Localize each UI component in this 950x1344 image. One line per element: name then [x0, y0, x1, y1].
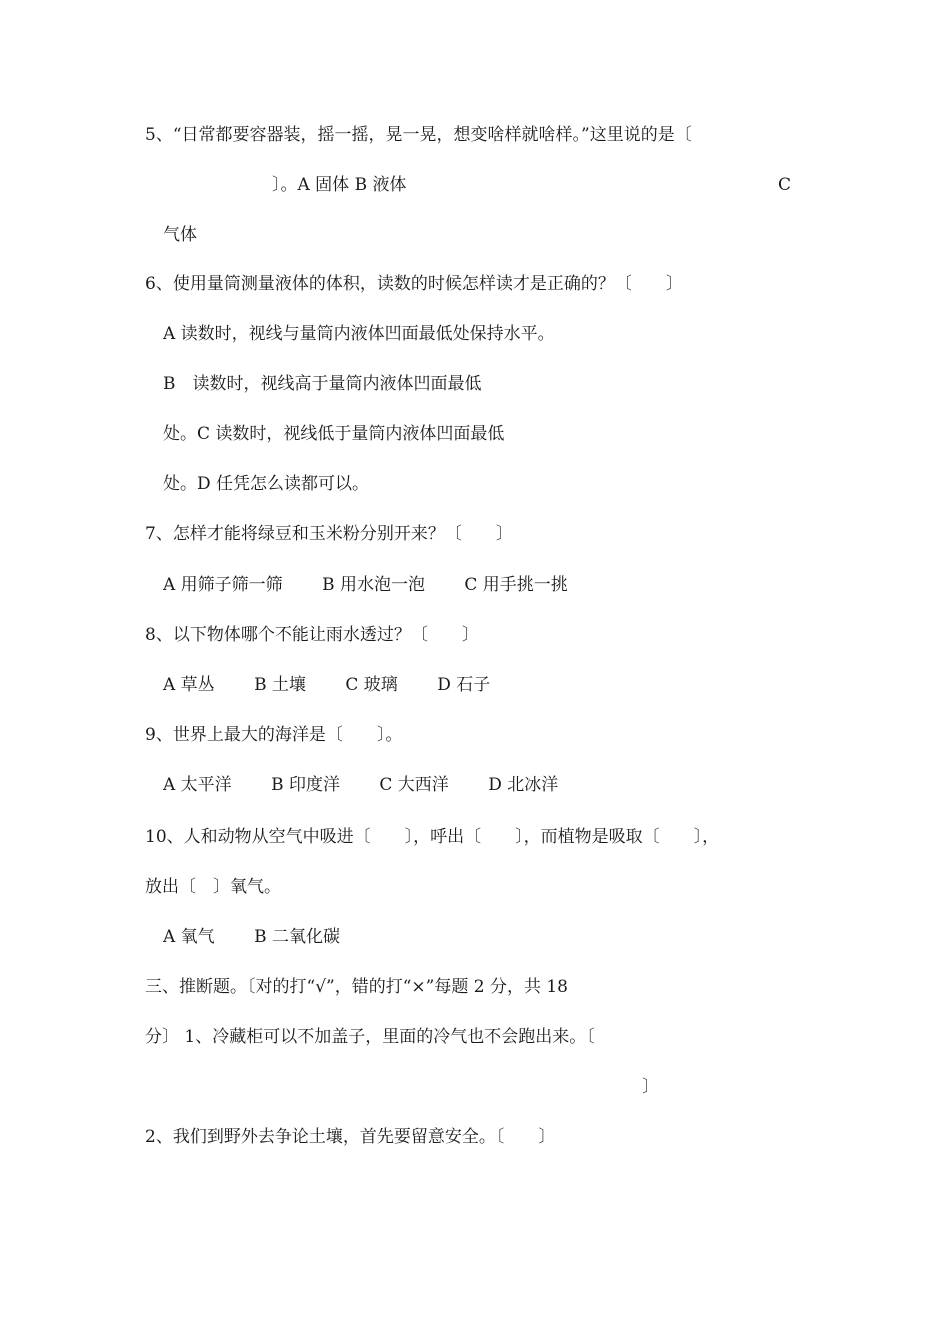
section3-heading: 三、推断题。〔对的打“√”，错的打“×”每题 2 分，共 18: [145, 977, 568, 997]
section3-item1: 分〕 1、冷藏柜可以不加盖子，里面的冷气也不会跑出来。〔: [145, 1027, 595, 1047]
section3-item2: 2、我们到野外去争论土壤，首先要留意安全。〔 〕: [145, 1127, 556, 1147]
q6-option-a: A 读数时，视线与量筒内液体凹面最低处保持水平。: [163, 324, 555, 344]
q8-stem: 8、以下物体哪个不能让雨水透过？〔 〕: [145, 625, 479, 645]
q10-stem-line1: 10、人和动物从空气中吸进〔 〕，呼出〔 〕，而植物是吸取〔 〕，: [145, 827, 720, 847]
q5-line3: 气体: [163, 225, 197, 245]
q5-line1: 5、“日常都要容器装，摇一摇，晃一晃，想变啥样就啥样。”这里说的是〔: [145, 125, 692, 145]
q8-options: A 草丛 B 土壤 C 玻璃 D 石子: [163, 675, 491, 695]
q5-line2: 〕。A 固体 B 液体: [272, 175, 407, 195]
q9-options: A 太平洋 B 印度洋 C 大西洋 D 北冰洋: [163, 775, 559, 795]
q6-option-d: 处。D 任凭怎么读都可以。: [163, 474, 370, 494]
q9-stem: 9、世界上最大的海洋是〔 〕。: [145, 725, 403, 745]
q6-stem: 6、使用量筒测量液体的体积，读数的时候怎样读才是正确的？〔 〕: [145, 274, 683, 294]
section3-item1-close: 〕: [642, 1077, 659, 1097]
q5-option-c-label: C: [778, 175, 792, 195]
q7-stem: 7、怎样才能将绿豆和玉米粉分别开来？〔 〕: [145, 524, 513, 544]
q10-stem-line2: 放出〔 〕氧气。: [145, 877, 281, 897]
q10-options: A 氧气 B 二氧化碳: [163, 927, 340, 947]
q7-options: A 用筛子筛一筛 B 用水泡一泡 C 用手挑一挑: [163, 575, 568, 595]
q6-option-c: 处。C 读数时，视线低于量筒内液体凹面最低: [163, 424, 505, 444]
q6-option-b: B 读数时，视线高于量筒内液体凹面最低: [163, 374, 482, 394]
